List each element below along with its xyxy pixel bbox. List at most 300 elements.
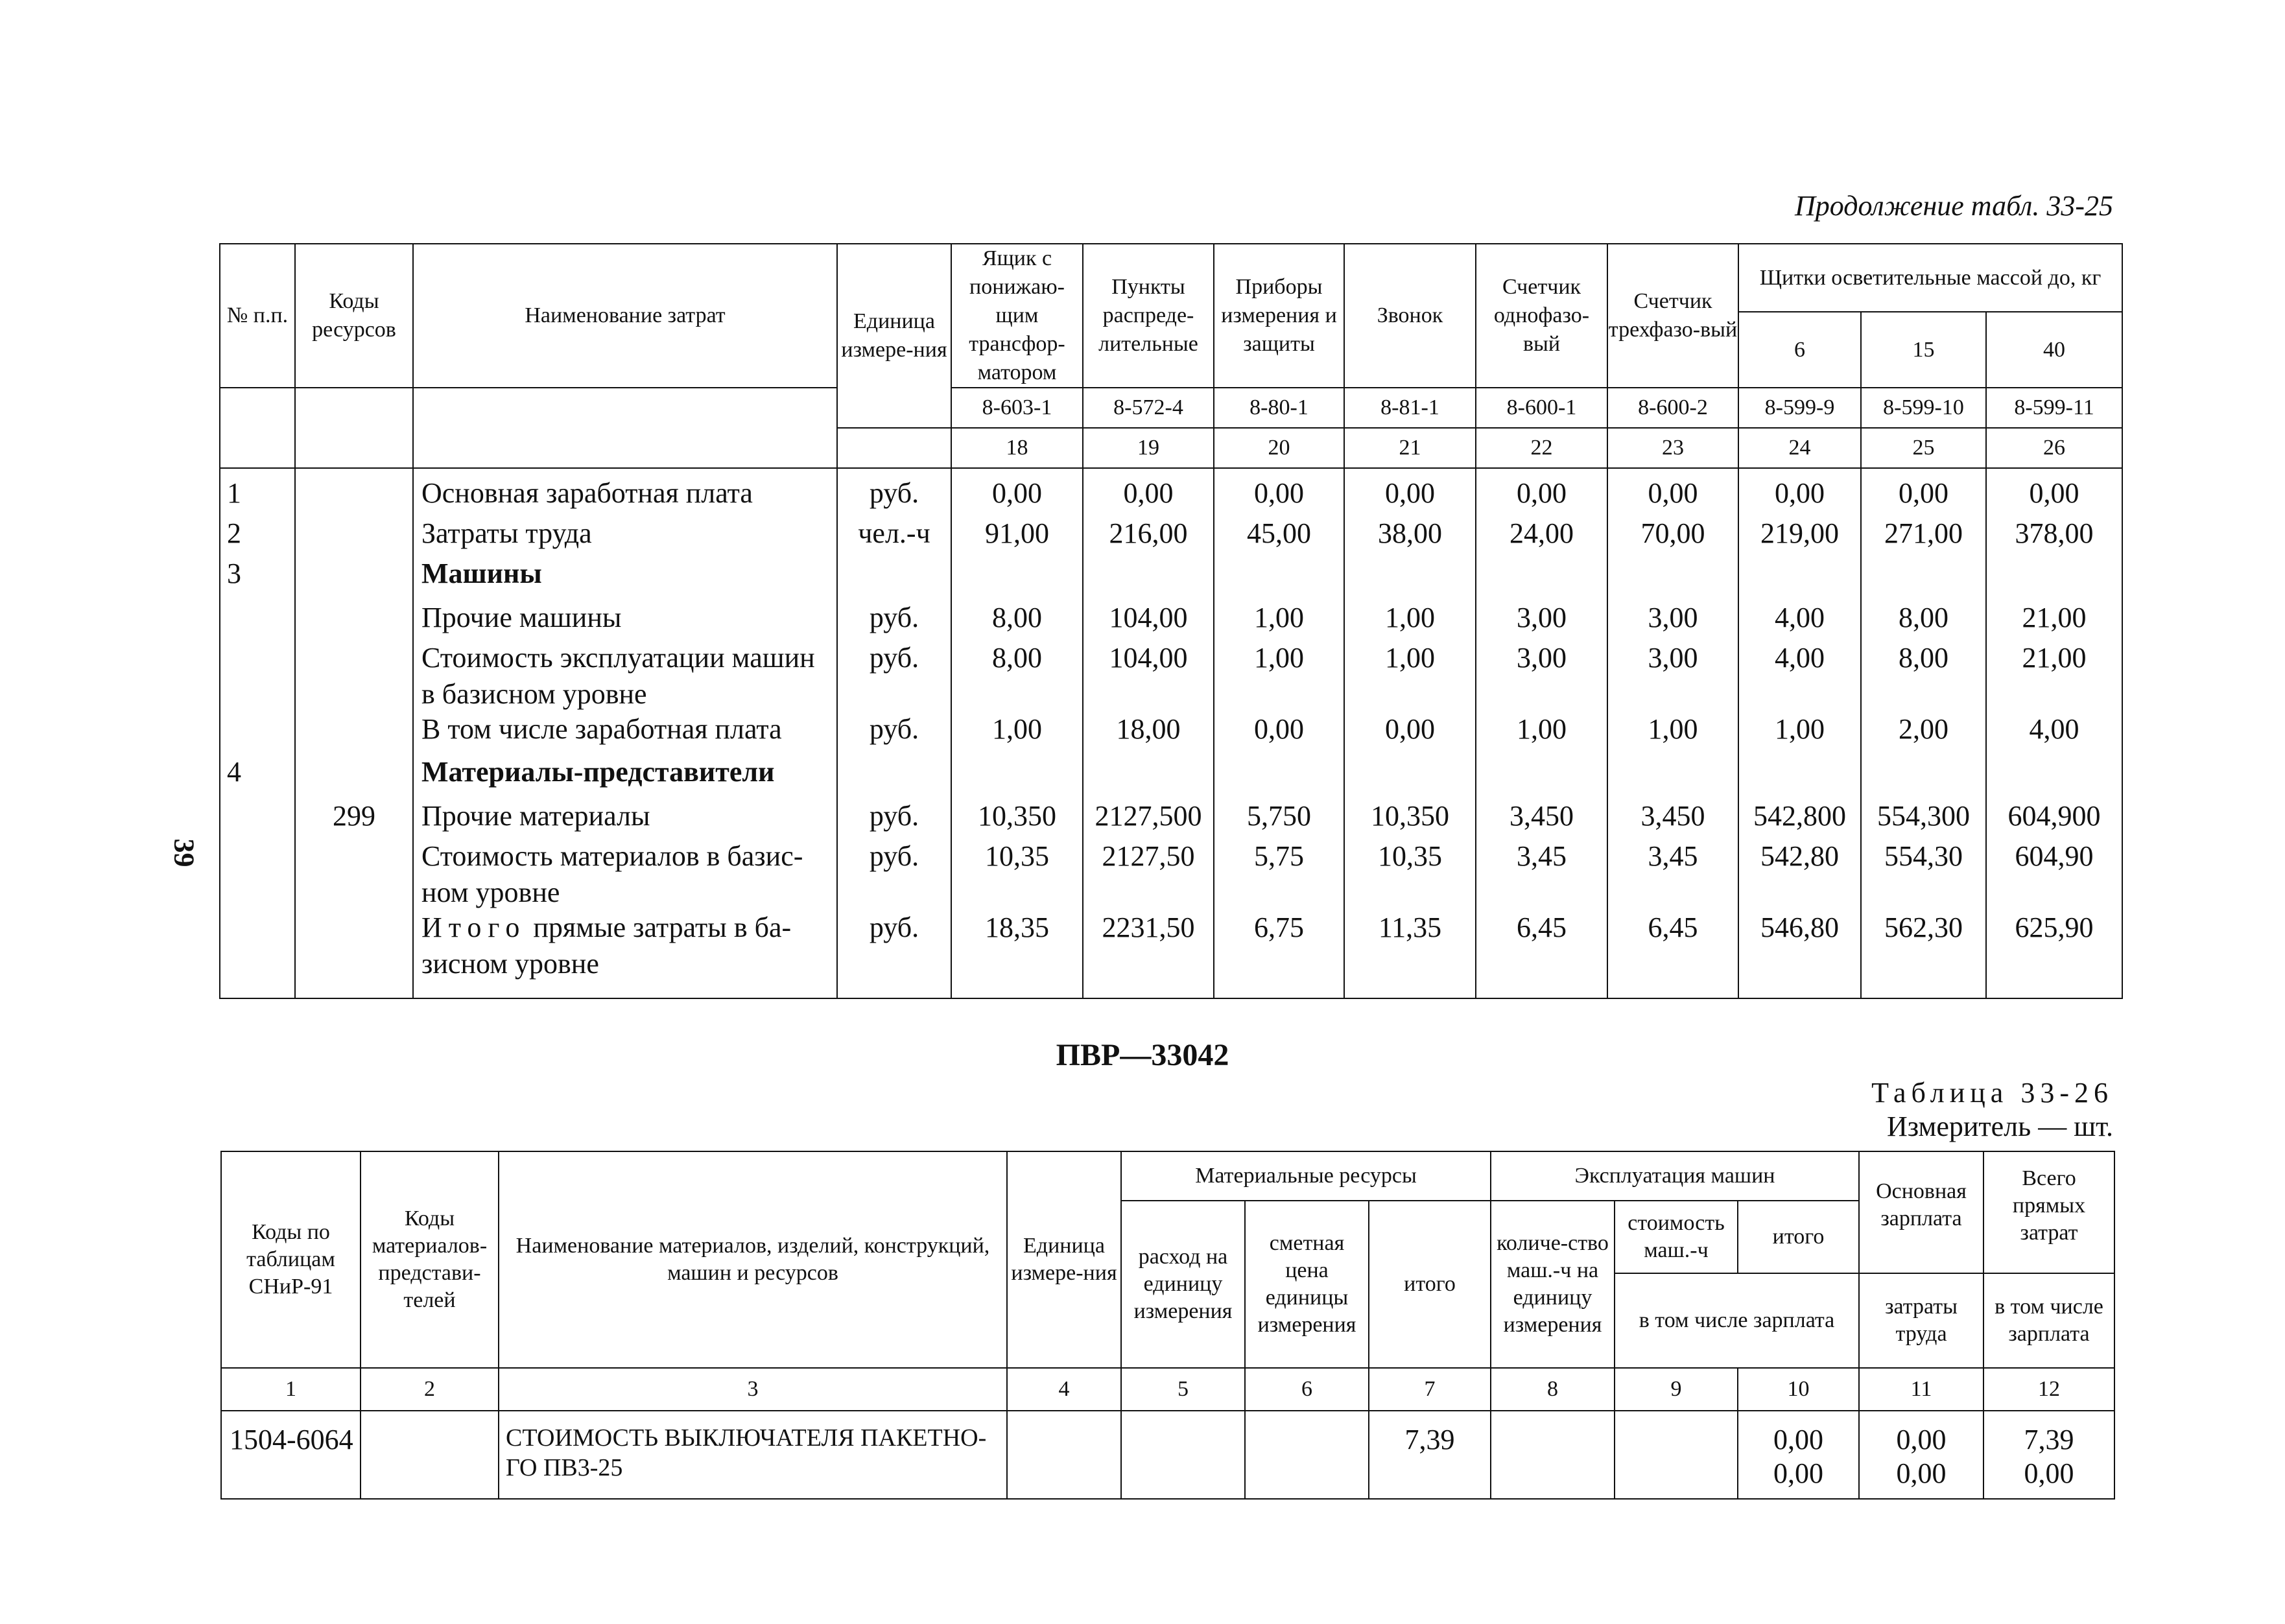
header-consumption: расход на единицу измерения bbox=[1121, 1201, 1245, 1368]
table-row-cell bbox=[1345, 798, 1475, 838]
column-number: 22 bbox=[1476, 428, 1607, 468]
table-row-cell bbox=[1987, 475, 2122, 515]
unit-value: руб. bbox=[869, 800, 919, 832]
header-col-19: Пункты распреде-лительные bbox=[1083, 244, 1214, 388]
cost-value: 542,800 bbox=[1753, 800, 1846, 832]
cost-value: 625,90 bbox=[2015, 912, 2094, 943]
base-salary-cell bbox=[1859, 1411, 1983, 1499]
cost-value: 70,00 bbox=[1640, 517, 1705, 549]
table-row-cell bbox=[1083, 640, 1213, 711]
cost-value: 0,00 bbox=[1775, 477, 1825, 509]
table-row-cell bbox=[838, 515, 951, 556]
cost-value: 10,350 bbox=[978, 800, 1056, 832]
table-row-cell bbox=[296, 556, 412, 600]
table-row-cell bbox=[1862, 515, 1985, 556]
header-unit: Единица измере-ния bbox=[837, 244, 951, 428]
table-row-cell bbox=[1739, 910, 1860, 985]
table-row-cell bbox=[1476, 754, 1607, 798]
cost-value: 10,35 bbox=[985, 840, 1049, 872]
header-col-21: Звонок bbox=[1344, 244, 1476, 388]
table-row-cell bbox=[1739, 556, 1860, 600]
table-row-cell bbox=[296, 711, 412, 754]
row-number: 3 bbox=[227, 558, 241, 589]
table-row-cell bbox=[1987, 515, 2122, 556]
table-row-cell bbox=[1862, 600, 1985, 640]
header-material-name: Наименование материалов, изделий, конструкций, машин и ресурсов bbox=[499, 1151, 1007, 1368]
column-number: 11 bbox=[1859, 1368, 1983, 1411]
cost-value: 219,00 bbox=[1760, 517, 1839, 549]
table-row-cell bbox=[220, 475, 294, 515]
cost-value: 554,30 bbox=[1884, 840, 1963, 872]
table-row-cell bbox=[220, 754, 294, 798]
table-row-cell bbox=[220, 556, 294, 600]
unit-value: руб. bbox=[869, 713, 919, 745]
table-row-cell bbox=[1345, 754, 1475, 798]
table1-body bbox=[220, 468, 2122, 998]
header-unit: Единица измере-ния bbox=[1007, 1151, 1121, 1368]
table-row-cell bbox=[952, 640, 1082, 711]
cost-value: 0,00 bbox=[992, 477, 1042, 509]
table-row-cell bbox=[296, 754, 412, 798]
header-col-23: Счетчик трехфазо-вый bbox=[1607, 244, 1738, 388]
table-row-cell bbox=[1214, 600, 1344, 640]
table-row-cell bbox=[414, 556, 836, 600]
cost-value: 1,00 bbox=[1385, 602, 1435, 633]
cost-value: 5,750 bbox=[1247, 800, 1311, 832]
page-number: 39 bbox=[168, 838, 200, 867]
row-number: 2 bbox=[227, 517, 241, 549]
column-number: 21 bbox=[1344, 428, 1476, 468]
header-material-resources: Материальные ресурсы bbox=[1121, 1151, 1491, 1201]
code-cell: 8-80-1 bbox=[1214, 388, 1344, 428]
cost-value: 3,00 bbox=[1648, 602, 1698, 633]
unit-value: руб. bbox=[869, 840, 919, 872]
continuation-title: Продолжение табл. 33-25 bbox=[1795, 190, 2113, 222]
cost-value: 0,00 bbox=[1648, 477, 1698, 509]
cost-value: 216,00 bbox=[1109, 517, 1188, 549]
cost-value: 6,45 bbox=[1648, 912, 1698, 943]
section-title: ПВР—33042 bbox=[1056, 1038, 1229, 1072]
unit-value: руб. bbox=[869, 602, 919, 633]
cost-value: 3,45 bbox=[1648, 840, 1698, 872]
table-row-cell bbox=[1862, 640, 1985, 711]
table-row-cell bbox=[838, 910, 951, 985]
cost-value: 3,00 bbox=[1517, 602, 1567, 633]
table-row-cell bbox=[1862, 711, 1985, 754]
header-total-direct: Всего прямых затрат bbox=[1983, 1151, 2114, 1273]
row-number: 1 bbox=[227, 477, 241, 509]
cost-value: 562,30 bbox=[1884, 912, 1963, 943]
table-row-cell bbox=[1476, 556, 1607, 600]
column-number: 10 bbox=[1738, 1368, 1859, 1411]
column-number: 24 bbox=[1738, 428, 1861, 468]
body-column-6 bbox=[1083, 468, 1214, 998]
table-row-cell bbox=[838, 600, 951, 640]
header-name: Наименование затрат bbox=[413, 244, 837, 388]
machine-total-salary: 0,00 bbox=[1773, 1457, 1823, 1489]
unit-value: чел.-ч bbox=[858, 517, 930, 549]
table-row-cell bbox=[1739, 798, 1860, 838]
header-num-blank bbox=[220, 388, 295, 468]
cost-value: 3,00 bbox=[1517, 642, 1567, 674]
body-column-1 bbox=[220, 468, 295, 998]
table-row-cell bbox=[838, 640, 951, 711]
table-row-cell bbox=[220, 515, 294, 556]
table-row-cell bbox=[1608, 600, 1738, 640]
table-row-cell bbox=[1083, 798, 1213, 838]
cost-name: В том числе заработная плата bbox=[421, 713, 782, 745]
cost-value: 0,00 bbox=[1899, 477, 1948, 509]
column-number: 19 bbox=[1083, 428, 1214, 468]
header-codes-blank bbox=[295, 388, 413, 468]
code-cell: 8-599-11 bbox=[1986, 388, 2122, 428]
cost-name: Основная заработная плата bbox=[421, 477, 753, 509]
cost-value: 0,00 bbox=[1385, 477, 1435, 509]
table-label: Таблица 33-26 bbox=[1871, 1077, 2113, 1109]
table-row-cell bbox=[838, 798, 951, 838]
table-row-cell bbox=[1345, 838, 1475, 910]
table-row-cell bbox=[1345, 640, 1475, 711]
column-number: 20 bbox=[1214, 428, 1344, 468]
body-column-2 bbox=[295, 468, 413, 998]
table-row-cell bbox=[1214, 640, 1344, 711]
table-row-cell bbox=[1476, 838, 1607, 910]
table-row-cell bbox=[1739, 475, 1860, 515]
table-row-cell bbox=[1739, 640, 1860, 711]
cost-value: 3,45 bbox=[1517, 840, 1567, 872]
body-column-7 bbox=[1214, 468, 1344, 998]
table-row-cell bbox=[1476, 515, 1607, 556]
table-row-cell bbox=[1739, 515, 1860, 556]
header-num: № п.п. bbox=[220, 244, 295, 388]
table-row-cell bbox=[1476, 711, 1607, 754]
cost-value: 10,350 bbox=[1371, 800, 1449, 832]
column-number: 7 bbox=[1369, 1368, 1491, 1411]
cost-name: Затраты труда bbox=[421, 517, 592, 549]
cost-value: 5,75 bbox=[1254, 840, 1304, 872]
table-row-cell bbox=[414, 910, 836, 985]
unit-value: руб. bbox=[869, 912, 919, 943]
column-number: 1 bbox=[221, 1368, 361, 1411]
table-row-cell bbox=[838, 475, 951, 515]
cost-value: 1,00 bbox=[1775, 713, 1825, 745]
table-row-cell bbox=[1608, 910, 1738, 985]
column-number: 25 bbox=[1861, 428, 1986, 468]
table-row bbox=[221, 1411, 2114, 1499]
cost-value: 546,80 bbox=[1760, 912, 1839, 943]
body-column-10 bbox=[1607, 468, 1738, 998]
cost-value: 0,00 bbox=[1517, 477, 1567, 509]
table-row-cell bbox=[414, 754, 836, 798]
cost-value: 11,35 bbox=[1378, 912, 1442, 943]
table-row-cell bbox=[1862, 475, 1985, 515]
body-column-5 bbox=[951, 468, 1083, 998]
header-total: итого bbox=[1369, 1201, 1491, 1368]
table-row-cell bbox=[1862, 798, 1985, 838]
header-col-24: 6 bbox=[1738, 312, 1861, 388]
body-column-11 bbox=[1738, 468, 1861, 998]
table-row-cell bbox=[1987, 640, 2122, 711]
table-row-cell bbox=[1214, 798, 1344, 838]
table-row-cell bbox=[1608, 711, 1738, 754]
table-row-cell bbox=[1083, 711, 1213, 754]
table-row-cell bbox=[1608, 798, 1738, 838]
cost-name-text: прямые затраты в ба-зисном уровне bbox=[421, 912, 792, 980]
table-row-cell bbox=[1345, 515, 1475, 556]
code-cell: 8-600-1 bbox=[1476, 388, 1607, 428]
table-row-cell bbox=[296, 640, 412, 711]
cost-name: Машины bbox=[421, 558, 542, 589]
quantity-cell bbox=[1491, 1411, 1615, 1499]
header-col-20: Приборы измерения и защиты bbox=[1214, 244, 1344, 388]
table-row-cell bbox=[1608, 640, 1738, 711]
code-cell: 8-599-9 bbox=[1738, 388, 1861, 428]
table-row-cell bbox=[414, 838, 836, 910]
body-column-12 bbox=[1861, 468, 1986, 998]
cost-value: 21,00 bbox=[2022, 642, 2087, 674]
column-number: 2 bbox=[361, 1368, 499, 1411]
header-col-26: 40 bbox=[1986, 312, 2122, 388]
total-direct-cell bbox=[1983, 1411, 2114, 1499]
cost-value: 542,80 bbox=[1760, 840, 1839, 872]
table-row-cell bbox=[838, 838, 951, 910]
table-row-cell bbox=[220, 600, 294, 640]
total-direct-salary: 0,00 bbox=[2024, 1457, 2074, 1489]
cost-value: 104,00 bbox=[1109, 642, 1188, 674]
cost-value: 604,90 bbox=[2015, 840, 2094, 872]
header-quantity: количе-ство маш.-ч на единицу измерения bbox=[1491, 1201, 1615, 1368]
header-machine-total: итого bbox=[1738, 1201, 1859, 1273]
unit-cell bbox=[1007, 1411, 1121, 1499]
table-row-cell bbox=[1214, 556, 1344, 600]
table-row-cell bbox=[1987, 600, 2122, 640]
table-row-cell bbox=[220, 640, 294, 711]
table-row-cell bbox=[1083, 556, 1213, 600]
table-row-cell bbox=[296, 910, 412, 985]
table-row-cell bbox=[952, 600, 1082, 640]
cost-value: 8,00 bbox=[1899, 602, 1948, 633]
total-cell: 7,39 bbox=[1369, 1411, 1491, 1499]
table-row-cell bbox=[952, 838, 1082, 910]
table-row-cell bbox=[414, 600, 836, 640]
table-row-cell bbox=[1987, 798, 2122, 838]
unit-value: руб. bbox=[869, 642, 919, 674]
cost-value: 0,00 bbox=[1123, 477, 1174, 509]
table-row-cell bbox=[1345, 600, 1475, 640]
cost-name: Прочие материалы bbox=[421, 800, 650, 832]
cost-value: 378,00 bbox=[2015, 517, 2094, 549]
machine-total-value: 0,00 bbox=[1773, 1424, 1823, 1455]
row-number: 4 bbox=[227, 756, 241, 788]
cost-value: 1,00 bbox=[1254, 642, 1304, 674]
cost-value: 0,00 bbox=[2029, 477, 2079, 509]
cost-value: 0,00 bbox=[1385, 713, 1435, 745]
cost-value: 1,00 bbox=[992, 713, 1042, 745]
table-row-cell bbox=[838, 754, 951, 798]
unit-blank bbox=[837, 428, 951, 468]
table-row-cell bbox=[1214, 838, 1344, 910]
cost-value: 4,00 bbox=[1775, 642, 1825, 674]
header-snip-codes: Коды по таблицам СНиР-91 bbox=[221, 1151, 361, 1368]
body-column-3 bbox=[413, 468, 837, 998]
body-column-9 bbox=[1476, 468, 1607, 998]
table-row-cell bbox=[1345, 910, 1475, 985]
table-row-cell bbox=[220, 838, 294, 910]
cost-name: Стоимость эксплуатации машин в базисном уровне bbox=[421, 642, 815, 710]
table-row-cell bbox=[1739, 600, 1860, 640]
table-row-cell bbox=[1083, 754, 1213, 798]
header-col-25: 15 bbox=[1861, 312, 1986, 388]
cost-cell bbox=[1615, 1411, 1738, 1499]
table-row-cell bbox=[1862, 838, 1985, 910]
header-col-18: Ящик с понижаю-щим трансфор-матором bbox=[951, 244, 1083, 388]
table-row-cell bbox=[1476, 910, 1607, 985]
cost-value: 271,00 bbox=[1884, 517, 1963, 549]
cost-name bbox=[414, 910, 836, 982]
code-cell: 8-603-1 bbox=[951, 388, 1083, 428]
table-row-cell bbox=[1987, 838, 2122, 910]
body-column-8 bbox=[1344, 468, 1476, 998]
cost-name: Стоимость материалов в базис-ном уровне bbox=[421, 840, 803, 908]
table-row-cell bbox=[1083, 838, 1213, 910]
resource-code: 299 bbox=[333, 800, 375, 832]
column-number: 26 bbox=[1986, 428, 2122, 468]
cost-value: 1,00 bbox=[1254, 602, 1304, 633]
table-row-cell bbox=[952, 798, 1082, 838]
machine-total-cell bbox=[1738, 1411, 1859, 1499]
table-row-cell bbox=[1739, 754, 1860, 798]
header-codes: Коды ресурсов bbox=[295, 244, 413, 388]
material-code-cell bbox=[361, 1411, 499, 1499]
column-number: 3 bbox=[499, 1368, 1007, 1411]
cost-name: Прочие машины bbox=[421, 602, 622, 633]
table-row-cell bbox=[1608, 556, 1738, 600]
material-cost-table bbox=[220, 1151, 2115, 1500]
consumption-cell bbox=[1121, 1411, 1245, 1499]
table-row-cell bbox=[952, 711, 1082, 754]
table-row-cell bbox=[1862, 556, 1985, 600]
resource-cost-table bbox=[219, 243, 2123, 999]
total-direct-value: 7,39 bbox=[2024, 1424, 2074, 1455]
table-row-cell bbox=[1083, 475, 1213, 515]
measure-label: Измеритель — шт. bbox=[1886, 1111, 2113, 1142]
table-row-cell bbox=[1739, 838, 1860, 910]
table-row-cell bbox=[1608, 838, 1738, 910]
table-row-cell bbox=[1476, 798, 1607, 838]
header-cost: стоимость маш.-ч bbox=[1615, 1201, 1738, 1273]
table-row-cell bbox=[414, 640, 836, 711]
cost-value: 3,450 bbox=[1640, 800, 1705, 832]
table-row-cell bbox=[1083, 600, 1213, 640]
table-row-cell bbox=[1214, 711, 1344, 754]
cost-value: 554,300 bbox=[1877, 800, 1970, 832]
column-number: 23 bbox=[1607, 428, 1738, 468]
table-row-cell bbox=[952, 910, 1082, 985]
table-row-cell bbox=[1987, 754, 2122, 798]
table-row-cell bbox=[952, 515, 1082, 556]
table-row-cell bbox=[1214, 515, 1344, 556]
table-row-cell bbox=[1083, 515, 1213, 556]
table-row-cell bbox=[1739, 711, 1860, 754]
cost-value: 1,00 bbox=[1648, 713, 1698, 745]
cost-value: 4,00 bbox=[1775, 602, 1825, 633]
cost-value: 8,00 bbox=[992, 602, 1042, 633]
table-row-cell bbox=[1608, 754, 1738, 798]
total-prefix: Итого bbox=[421, 912, 527, 943]
column-number: 4 bbox=[1007, 1368, 1121, 1411]
cost-value: 604,900 bbox=[2007, 800, 2101, 832]
material-name-cell: СТОИМОСТЬ ВЫКЛЮЧАТЕЛЯ ПАКЕТНО-ГО ПВ3-25 bbox=[499, 1411, 1007, 1499]
table-row-cell bbox=[1476, 640, 1607, 711]
code-cell: 8-599-10 bbox=[1861, 388, 1986, 428]
table-row-cell bbox=[296, 600, 412, 640]
header-including-salary-2: в том числе зарплата bbox=[1983, 1273, 2114, 1368]
cost-value: 2127,500 bbox=[1095, 800, 1202, 832]
table-row-cell bbox=[1987, 556, 2122, 600]
table-row-cell bbox=[1608, 515, 1738, 556]
header-col-22: Счетчик однофазо-вый bbox=[1476, 244, 1607, 388]
code-cell: 8-572-4 bbox=[1083, 388, 1214, 428]
unit-value: руб. bbox=[869, 477, 919, 509]
cost-value: 3,450 bbox=[1510, 800, 1574, 832]
labor-costs-value: 0,00 bbox=[1896, 1457, 1947, 1489]
table-row-cell bbox=[296, 475, 412, 515]
table-row-cell bbox=[1987, 910, 2122, 985]
column-number: 8 bbox=[1491, 1368, 1615, 1411]
table-row-cell bbox=[414, 711, 836, 754]
table-row-cell bbox=[296, 515, 412, 556]
cost-value: 8,00 bbox=[1899, 642, 1948, 674]
table-row-cell bbox=[414, 798, 836, 838]
cost-value: 3,00 bbox=[1648, 642, 1698, 674]
cost-value: 10,35 bbox=[1378, 840, 1442, 872]
cost-value: 18,35 bbox=[985, 912, 1049, 943]
code-cell: 8-600-2 bbox=[1607, 388, 1738, 428]
table-row-cell bbox=[1345, 711, 1475, 754]
table-row-cell bbox=[1476, 475, 1607, 515]
cost-value: 4,00 bbox=[2029, 713, 2079, 745]
cost-value: 6,45 bbox=[1517, 912, 1567, 943]
cost-value: 104,00 bbox=[1109, 602, 1188, 633]
cost-value: 2,00 bbox=[1899, 713, 1948, 745]
header-base-salary: Основная зарплата bbox=[1859, 1151, 1983, 1273]
body-column-13 bbox=[1986, 468, 2122, 998]
column-number: 18 bbox=[951, 428, 1083, 468]
table-row-cell bbox=[952, 556, 1082, 600]
cost-value: 0,00 bbox=[1254, 477, 1304, 509]
table-row-cell bbox=[1214, 754, 1344, 798]
cost-value: 6,75 bbox=[1254, 912, 1304, 943]
header-estimated-price: сметная цена единицы измерения bbox=[1245, 1201, 1369, 1368]
header-material-codes: Коды материалов-представи-телей bbox=[361, 1151, 499, 1368]
base-salary-value: 0,00 bbox=[1896, 1424, 1947, 1455]
price-cell bbox=[1245, 1411, 1369, 1499]
table-row-cell bbox=[1862, 910, 1985, 985]
header-shields-group: Щитки осветительные массой до, кг bbox=[1738, 244, 2122, 312]
cost-name: Материалы-представители bbox=[421, 756, 775, 788]
table-row-cell bbox=[1345, 556, 1475, 600]
table-row-cell bbox=[414, 515, 836, 556]
cost-value: 2231,50 bbox=[1102, 912, 1195, 943]
cost-value: 45,00 bbox=[1247, 517, 1311, 549]
table-row-cell bbox=[1608, 475, 1738, 515]
cost-value: 91,00 bbox=[985, 517, 1049, 549]
header-including-salary: в том числе зарплата bbox=[1615, 1273, 1859, 1368]
column-number: 12 bbox=[1983, 1368, 2114, 1411]
snip-code-cell: 1504-6064 bbox=[221, 1411, 361, 1499]
table-row-cell bbox=[838, 711, 951, 754]
cost-value: 21,00 bbox=[2022, 602, 2087, 633]
